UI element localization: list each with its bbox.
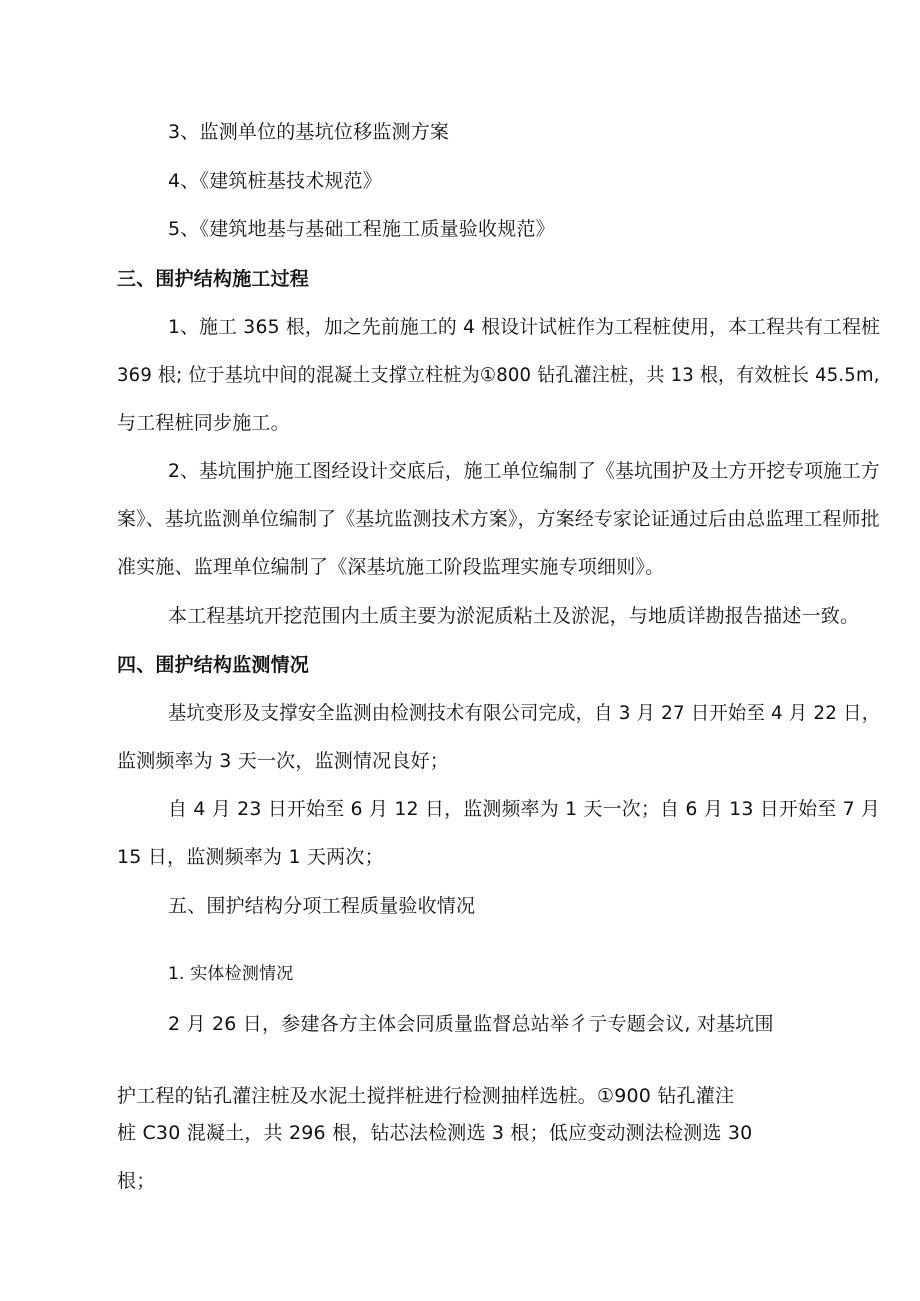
section5-paragraph1-line2: 护工程的钻孔灌注桩及水泥土搅拌桩进行检测抽样选桩。①900 钻孔灌注: [117, 1085, 735, 1107]
section-heading-3: 三、围护结构施工过程: [117, 268, 310, 290]
section3-paragraph2-line3: 准实施、监理单位编制了《深基坑施工阶段监理实施专项细则》。: [117, 556, 665, 578]
section3-paragraph1-line2: 369 根; 位于基坑中间的混凝土支撑立柱桩为①800 钻孔灌注桩，共 13 根，有效桩长 45.5m,: [117, 364, 880, 386]
section3-paragraph2-line2: 案》、基坑监测单位编制了《基坑监测技术方案》，方案经专家论证通过后由总监理工程师批: [117, 508, 880, 530]
section4-paragraph1-line1: 基坑变形及支撑安全监测由检测技术有限公司完成，自 3 月 27 日开始至 4 月 22 日，: [168, 702, 881, 724]
reference-item-3: 3、监测单位的基坑位移监测方案: [168, 121, 450, 143]
section3-paragraph3-line1: 本工程基坑开挖范围内土质主要为淤泥质粘土及淤泥，与地质详勘报告描述一致。: [168, 605, 860, 627]
section5-paragraph1-line3: 桩 C30 混凝土，共 296 根，钻芯法检测选 3 根；低应变动测法检测选 30: [117, 1122, 753, 1144]
section5-paragraph1-line4: 根；: [117, 1170, 156, 1192]
section4-paragraph1-line2: 监测频率为 3 天一次，监测情况良好；: [117, 750, 449, 772]
section3-paragraph2-line1: 2、基坑围护施工图经设计交底后，施工单位编制了《基坑围护及土方开挖专项施工方: [168, 460, 880, 482]
section-heading-4: 四、围护结构监测情况: [117, 654, 310, 676]
section3-paragraph1-line3: 与工程桩同步施工。: [117, 412, 290, 434]
section5-paragraph1-line1: 2 月 26 日，参建各方主体会同质量监督总站举彳亍专题会议, 对基坑围: [168, 1013, 774, 1035]
section3-paragraph1-line1: 1、施工 365 根，加之先前施工的 4 根设计试桩作为工程桩使用，本工程共有工程桩: [168, 316, 881, 338]
section4-paragraph2-line1: 自 4 月 23 日开始至 6 月 12 日，监测频率为 1 天一次；自 6 月 13 日开始至 7 月: [168, 798, 881, 820]
section4-paragraph2-line2: 15 日，监测频率为 1 天两次；: [117, 846, 384, 868]
section-heading-5: 五、围护结构分项工程质量验收情况: [168, 895, 476, 917]
reference-item-5: 5、《建筑地基与基础工程施工质量验收规范》: [168, 218, 555, 240]
reference-item-4: 4、《建筑桩基技术规范》: [168, 170, 382, 192]
subsection-heading-1: 1. 实体检测情况: [168, 964, 294, 984]
